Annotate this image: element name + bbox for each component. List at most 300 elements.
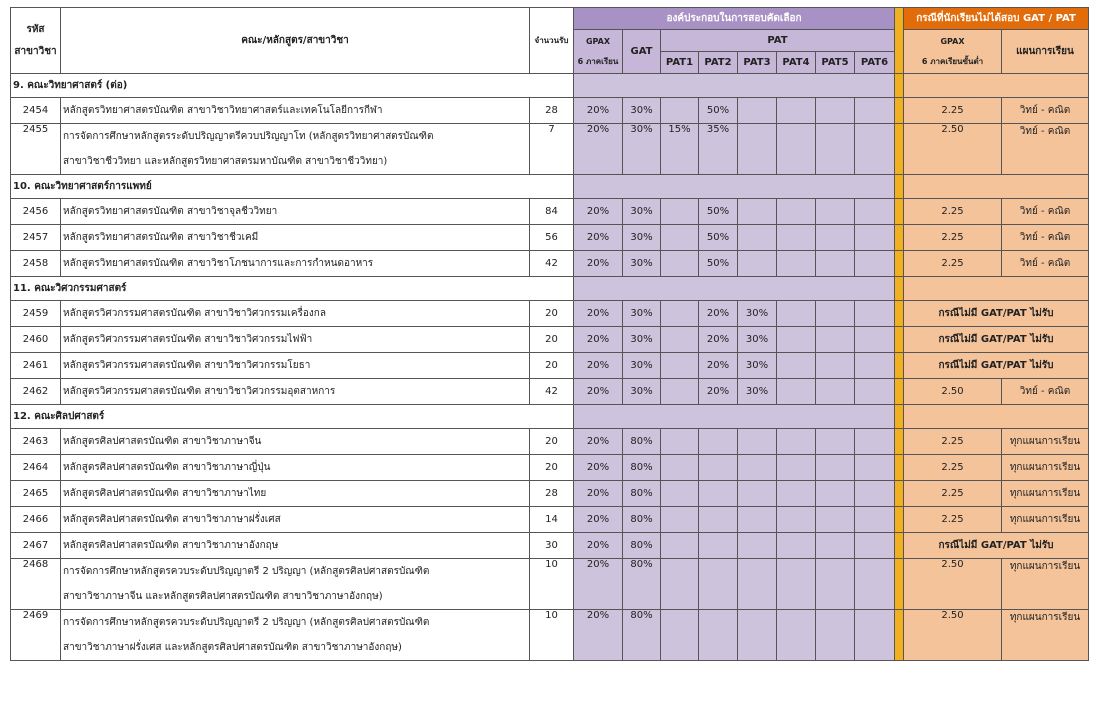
program-name-line: การจัดการศึกษาหลักสูตรระดับปริญญาตรีควบปริญญาโท (หลักสูตรวิทยาศาสตรบัณฑิต	[63, 131, 434, 142]
pat6-weight	[855, 251, 895, 277]
pat1-weight	[661, 353, 699, 379]
program-name	[61, 481, 530, 507]
gat-weight: 80%	[623, 481, 661, 507]
pat4-weight	[777, 379, 816, 405]
study-plan-value: วิทย์ - คณิต	[1002, 251, 1089, 277]
separator-bar	[895, 353, 904, 379]
separator-bar	[895, 610, 904, 661]
separator-bar	[895, 175, 904, 199]
program-name	[61, 507, 530, 533]
program-name	[61, 353, 530, 379]
program-code: 2455	[11, 124, 61, 175]
program-name	[61, 225, 530, 251]
separator-bar	[895, 225, 904, 251]
pat4-header: PAT4	[777, 52, 816, 74]
pat3-weight	[738, 251, 777, 277]
gat-weight: 30%	[623, 301, 661, 327]
gat-weight: 30%	[623, 124, 661, 175]
pat6-weight	[855, 455, 895, 481]
program-code: 2469	[11, 610, 61, 661]
gat-weight: 30%	[623, 98, 661, 124]
program-name	[61, 124, 530, 175]
pat1-weight	[661, 481, 699, 507]
table-row	[11, 98, 1089, 124]
table-row	[11, 610, 1089, 661]
pat1-weight	[661, 610, 699, 661]
pat5-weight	[816, 301, 855, 327]
pat6-weight	[855, 124, 895, 175]
quota-value: 42	[530, 251, 574, 277]
faculty-name: 12. คณะศิลปศาสตร์	[11, 405, 574, 429]
gat-weight: 80%	[623, 455, 661, 481]
program-name	[61, 301, 530, 327]
study-plan-value: ทุกแผนการเรียน	[1002, 455, 1089, 481]
separator-bar	[895, 251, 904, 277]
program-name-line: สาขาวิชาภาษาฝรั่งเศส และหลักสูตรศิลปศาสตรบัณฑิต สาขาวิชาภาษาอังกฤษ)	[63, 642, 402, 653]
quota-value: 20	[530, 301, 574, 327]
pat1-weight	[661, 507, 699, 533]
quota-value: 56	[530, 225, 574, 251]
study-plan-value: ทุกแผนการเรียน	[1002, 610, 1089, 661]
pat5-weight	[816, 455, 855, 481]
gpax-header-sub: 6 ภาคเรียน	[577, 56, 619, 66]
pat4-weight	[777, 301, 816, 327]
pat4-weight	[777, 199, 816, 225]
pat5-header: PAT5	[816, 52, 855, 74]
pat2-weight	[699, 481, 738, 507]
gpax-header-label: GPAX	[585, 36, 611, 46]
pat3-weight	[738, 533, 777, 559]
program-name	[61, 455, 530, 481]
study-plan-value: วิทย์ - คณิต	[1002, 124, 1089, 175]
faculty-row-no-gat-fill	[904, 277, 1089, 301]
pat5-weight	[816, 199, 855, 225]
gat-weight: 80%	[623, 533, 661, 559]
gpax-weight: 20%	[574, 533, 623, 559]
pat1-weight	[661, 379, 699, 405]
program-code: 2467	[11, 533, 61, 559]
pat3-weight: 30%	[738, 327, 777, 353]
program-name-line: หลักสูตรวิทยาศาสตรบัณฑิต สาขาวิชาจุลชีววิทยา	[63, 206, 278, 217]
quota-value: 42	[530, 379, 574, 405]
quota-value: 14	[530, 507, 574, 533]
min-gpax-value: 2.25	[904, 199, 1002, 225]
no-gat-pat-rejection-note: กรณีไม่มี GAT/PAT ไม่รับ	[904, 353, 1089, 379]
quota-header: จำนวนรับ	[530, 8, 574, 74]
program-name-line: หลักสูตรวิทยาศาสตรบัณฑิต สาขาวิชาโภชนาการและการกำหนดอาหาร	[63, 258, 374, 269]
faculty-row-components-fill	[574, 405, 895, 429]
pat4-weight	[777, 559, 816, 610]
pat1-header: PAT1	[661, 52, 699, 74]
pat1-weight	[661, 98, 699, 124]
gat-weight: 30%	[623, 225, 661, 251]
study-plan-value: ทุกแผนการเรียน	[1002, 507, 1089, 533]
pat3-weight: 30%	[738, 379, 777, 405]
gat-weight: 30%	[623, 353, 661, 379]
pat1-weight	[661, 455, 699, 481]
program-name	[61, 533, 530, 559]
table-row	[11, 199, 1089, 225]
pat6-weight	[855, 379, 895, 405]
table-row	[11, 327, 1089, 353]
pat2-weight	[699, 507, 738, 533]
program-code: 2454	[11, 98, 61, 124]
quota-value: 7	[530, 124, 574, 175]
faculty-row-no-gat-fill	[904, 175, 1089, 199]
faculty-row-components-fill	[574, 74, 895, 98]
pat5-weight	[816, 353, 855, 379]
faculty-row-components-fill	[574, 175, 895, 199]
min-gpax-value: 2.25	[904, 507, 1002, 533]
pat4-weight	[777, 327, 816, 353]
separator-bar	[895, 124, 904, 175]
program-code: 2457	[11, 225, 61, 251]
pat-header: PAT	[661, 30, 895, 52]
gpax-weight: 20%	[574, 379, 623, 405]
pat5-weight	[816, 507, 855, 533]
pat5-weight	[816, 429, 855, 455]
program-name-line: หลักสูตรวิทยาศาสตรบัณฑิต สาขาวิชาชีวเคมี	[63, 232, 259, 243]
separator-bar	[895, 74, 904, 98]
separator-bar-header	[895, 8, 904, 74]
program-name-line: หลักสูตรศิลปศาสตรบัณฑิต สาขาวิชาภาษาจีน	[63, 436, 262, 447]
program-name	[61, 429, 530, 455]
separator-bar	[895, 327, 904, 353]
separator-bar	[895, 98, 904, 124]
study-plan-value: วิทย์ - คณิต	[1002, 199, 1089, 225]
code-header-line1: รหัส	[26, 23, 45, 35]
pat6-weight	[855, 481, 895, 507]
table-row	[11, 429, 1089, 455]
pat2-weight: 50%	[699, 98, 738, 124]
pat5-weight	[816, 559, 855, 610]
table-row	[11, 225, 1089, 251]
separator-bar	[895, 379, 904, 405]
program-code: 2459	[11, 301, 61, 327]
gat-weight: 80%	[623, 559, 661, 610]
pat1-weight	[661, 199, 699, 225]
pat6-weight	[855, 327, 895, 353]
program-name	[61, 559, 530, 610]
program-name-line: หลักสูตรวิทยาศาสตรบัณฑิต สาขาวิชาวิทยาศาสตร์และเทคโนโลยีการกีฬา	[63, 105, 383, 116]
quota-value: 20	[530, 455, 574, 481]
pat3-weight	[738, 481, 777, 507]
pat6-weight	[855, 199, 895, 225]
pat6-weight	[855, 429, 895, 455]
pat2-weight: 50%	[699, 199, 738, 225]
table-row	[11, 455, 1089, 481]
pat2-header: PAT2	[699, 52, 738, 74]
program-code: 2460	[11, 327, 61, 353]
gpax-weight: 20%	[574, 199, 623, 225]
pat2-weight	[699, 533, 738, 559]
pat3-weight	[738, 199, 777, 225]
pat3-weight	[738, 559, 777, 610]
pat2-weight	[699, 429, 738, 455]
program-code: 2465	[11, 481, 61, 507]
faculty-row-no-gat-fill	[904, 74, 1089, 98]
program-name-line: การจัดการศึกษาหลักสูตรควบระดับปริญญาตรี 2 ปริญญา (หลักสูตรศิลปศาสตรบัณฑิต	[63, 566, 430, 577]
gpax-weight: 20%	[574, 429, 623, 455]
table-row	[11, 507, 1089, 533]
separator-bar	[895, 199, 904, 225]
study-plan-value: ทุกแผนการเรียน	[1002, 559, 1089, 610]
admission-table-wrapper	[10, 7, 1089, 661]
table-header	[11, 8, 1089, 74]
study-plan-value: วิทย์ - คณิต	[1002, 379, 1089, 405]
gpax-weight: 20%	[574, 251, 623, 277]
program-code: 2461	[11, 353, 61, 379]
table-row	[11, 533, 1089, 559]
faculty-row	[11, 175, 1089, 199]
program-name-line: การจัดการศึกษาหลักสูตรควบระดับปริญญาตรี 2 ปริญญา (หลักสูตรศิลปศาสตรบัณฑิต	[63, 617, 430, 628]
program-name-line: หลักสูตรวิศวกรรมศาสตรบัณฑิต สาขาวิชาวิศวกรรมเครื่องกล	[63, 308, 326, 319]
pat2-weight: 35%	[699, 124, 738, 175]
pat3-weight	[738, 507, 777, 533]
quota-value: 20	[530, 429, 574, 455]
quota-value: 28	[530, 481, 574, 507]
quota-value: 20	[530, 327, 574, 353]
pat3-weight	[738, 610, 777, 661]
program-code: 2462	[11, 379, 61, 405]
faculty-row	[11, 405, 1089, 429]
gat-weight: 80%	[623, 429, 661, 455]
separator-bar	[895, 507, 904, 533]
pat6-header: PAT6	[855, 52, 895, 74]
program-name-line: หลักสูตรศิลปศาสตรบัณฑิต สาขาวิชาภาษาฝรั่งเศส	[63, 514, 281, 525]
code-header	[11, 8, 61, 74]
quota-value: 84	[530, 199, 574, 225]
gat-weight: 30%	[623, 251, 661, 277]
faculty-row	[11, 74, 1089, 98]
program-code: 2458	[11, 251, 61, 277]
separator-bar	[895, 277, 904, 301]
min-gpax-value: 2.25	[904, 251, 1002, 277]
pat6-weight	[855, 610, 895, 661]
pat3-weight: 30%	[738, 353, 777, 379]
code-header-line2: สาขาวิชา	[14, 45, 57, 57]
program-name-line: หลักสูตรวิศวกรรมศาสตรบัณฑิต สาขาวิชาวิศวกรรมอุตสาหการ	[63, 386, 336, 397]
pat3-weight	[738, 225, 777, 251]
faculty-name: 10. คณะวิทยาศาสตร์การแพทย์	[11, 175, 574, 199]
program-code: 2466	[11, 507, 61, 533]
pat4-weight	[777, 507, 816, 533]
study-plan-value: ทุกแผนการเรียน	[1002, 429, 1089, 455]
separator-bar	[895, 533, 904, 559]
program-code: 2456	[11, 199, 61, 225]
separator-bar	[895, 481, 904, 507]
program-header: คณะ/หลักสูตร/สาขาวิชา	[61, 8, 530, 74]
faculty-row-components-fill	[574, 277, 895, 301]
program-code: 2463	[11, 429, 61, 455]
separator-bar	[895, 429, 904, 455]
separator-bar	[895, 301, 904, 327]
plan-header: แผนการเรียน	[1002, 30, 1089, 74]
pat4-weight	[777, 353, 816, 379]
pat2-weight	[699, 610, 738, 661]
pat4-weight	[777, 251, 816, 277]
table-row	[11, 251, 1089, 277]
pat2-weight: 20%	[699, 301, 738, 327]
table-row	[11, 353, 1089, 379]
pat4-weight	[777, 481, 816, 507]
pat4-weight	[777, 455, 816, 481]
program-name	[61, 610, 530, 661]
quota-value: 10	[530, 559, 574, 610]
pat2-weight: 50%	[699, 251, 738, 277]
pat3-weight	[738, 429, 777, 455]
faculty-row	[11, 277, 1089, 301]
gpax-weight: 20%	[574, 353, 623, 379]
program-name	[61, 327, 530, 353]
pat1-weight: 15%	[661, 124, 699, 175]
pat5-weight	[816, 124, 855, 175]
table-row	[11, 124, 1089, 175]
pat2-weight: 20%	[699, 379, 738, 405]
study-plan-value: ทุกแผนการเรียน	[1002, 481, 1089, 507]
pat1-weight	[661, 327, 699, 353]
gpax-weight: 20%	[574, 225, 623, 251]
pat2-weight: 20%	[699, 327, 738, 353]
pat6-weight	[855, 353, 895, 379]
gpax-weight: 20%	[574, 98, 623, 124]
min-gpax-value: 2.25	[904, 98, 1002, 124]
components-header: องค์ประกอบในการสอบคัดเลือก	[574, 8, 895, 30]
pat5-weight	[816, 610, 855, 661]
quota-value: 28	[530, 98, 574, 124]
min-gpax-header	[904, 30, 1002, 74]
program-name-line: สาขาวิชาชีววิทยา และหลักสูตรวิทยาศาสตรมหาบัณฑิต สาขาวิชาชีววิทยา)	[63, 156, 388, 167]
study-plan-value: วิทย์ - คณิต	[1002, 225, 1089, 251]
pat5-weight	[816, 481, 855, 507]
program-name-line: หลักสูตรศิลปศาสตรบัณฑิต สาขาวิชาภาษาอังกฤษ	[63, 540, 279, 551]
gpax-weight: 20%	[574, 610, 623, 661]
program-name	[61, 379, 530, 405]
table-row	[11, 559, 1089, 610]
quota-value: 20	[530, 353, 574, 379]
min-gpax-value: 2.50	[904, 124, 1002, 175]
pat6-weight	[855, 225, 895, 251]
pat3-weight	[738, 98, 777, 124]
table-body	[11, 74, 1089, 661]
min-gpax-value: 2.50	[904, 379, 1002, 405]
program-name-line: หลักสูตรวิศวกรรมศาสตรบัณฑิต สาขาวิชาวิศวกรรมโยธา	[63, 360, 311, 371]
table-row	[11, 481, 1089, 507]
pat3-weight	[738, 124, 777, 175]
pat4-weight	[777, 124, 816, 175]
pat1-weight	[661, 533, 699, 559]
pat1-weight	[661, 429, 699, 455]
gpax-weight: 20%	[574, 507, 623, 533]
study-plan-value: วิทย์ - คณิต	[1002, 98, 1089, 124]
pat2-weight	[699, 455, 738, 481]
program-name-line: หลักสูตรศิลปศาสตรบัณฑิต สาขาวิชาภาษาญี่ปุ่น	[63, 462, 271, 473]
no-gat-pat-rejection-note: กรณีไม่มี GAT/PAT ไม่รับ	[904, 301, 1089, 327]
min-gpax-value: 2.50	[904, 559, 1002, 610]
pat2-weight: 50%	[699, 225, 738, 251]
separator-bar	[895, 559, 904, 610]
pat5-weight	[816, 98, 855, 124]
program-code: 2464	[11, 455, 61, 481]
min-gpax-header-sub: 6 ภาคเรียนขั้นต่ำ	[921, 56, 984, 66]
pat6-weight	[855, 507, 895, 533]
min-gpax-value: 2.50	[904, 610, 1002, 661]
pat1-weight	[661, 559, 699, 610]
separator-bar	[895, 405, 904, 429]
pat1-weight	[661, 251, 699, 277]
pat5-weight	[816, 327, 855, 353]
faculty-name: 9. คณะวิทยาศาสตร์ (ต่อ)	[11, 74, 574, 98]
pat2-weight	[699, 559, 738, 610]
gpax-weight: 20%	[574, 327, 623, 353]
pat5-weight	[816, 379, 855, 405]
min-gpax-value: 2.25	[904, 481, 1002, 507]
gpax-weight: 20%	[574, 455, 623, 481]
program-name	[61, 251, 530, 277]
pat1-weight	[661, 225, 699, 251]
pat4-weight	[777, 429, 816, 455]
gat-header: GAT	[623, 30, 661, 74]
pat3-header: PAT3	[738, 52, 777, 74]
admission-criteria-table	[10, 7, 1089, 661]
pat6-weight	[855, 301, 895, 327]
gpax-header	[574, 30, 623, 74]
no-gat-pat-rejection-note: กรณีไม่มี GAT/PAT ไม่รับ	[904, 327, 1089, 353]
quota-value: 30	[530, 533, 574, 559]
table-row	[11, 301, 1089, 327]
program-code: 2468	[11, 559, 61, 610]
gat-weight: 30%	[623, 199, 661, 225]
program-name-line: สาขาวิชาภาษาจีน และหลักสูตรศิลปศาสตรบัณฑิต สาขาวิชาภาษาอังกฤษ)	[63, 591, 383, 602]
gat-weight: 80%	[623, 610, 661, 661]
pat4-weight	[777, 98, 816, 124]
min-gpax-value: 2.25	[904, 225, 1002, 251]
pat4-weight	[777, 225, 816, 251]
faculty-row-no-gat-fill	[904, 405, 1089, 429]
program-name	[61, 199, 530, 225]
pat6-weight	[855, 533, 895, 559]
separator-bar	[895, 455, 904, 481]
pat5-weight	[816, 533, 855, 559]
pat6-weight	[855, 98, 895, 124]
faculty-name: 11. คณะวิศวกรรมศาสตร์	[11, 277, 574, 301]
gpax-weight: 20%	[574, 481, 623, 507]
pat2-weight: 20%	[699, 353, 738, 379]
pat5-weight	[816, 225, 855, 251]
table-row	[11, 379, 1089, 405]
no-gat-pat-rejection-note: กรณีไม่มี GAT/PAT ไม่รับ	[904, 533, 1089, 559]
quota-value: 10	[530, 610, 574, 661]
min-gpax-value: 2.25	[904, 429, 1002, 455]
no-gat-pat-header: กรณีที่นักเรียนไม่ได้สอบ GAT / PAT	[904, 8, 1089, 30]
pat3-weight	[738, 455, 777, 481]
pat1-weight	[661, 301, 699, 327]
gpax-weight: 20%	[574, 559, 623, 610]
pat4-weight	[777, 610, 816, 661]
min-gpax-header-label: GPAX	[940, 36, 965, 46]
gat-weight: 30%	[623, 327, 661, 353]
program-name	[61, 98, 530, 124]
gat-weight: 80%	[623, 507, 661, 533]
program-name-line: หลักสูตรวิศวกรรมศาสตรบัณฑิต สาขาวิชาวิศวกรรมไฟฟ้า	[63, 334, 313, 345]
gat-weight: 30%	[623, 379, 661, 405]
program-name-line: หลักสูตรศิลปศาสตรบัณฑิต สาขาวิชาภาษาไทย	[63, 488, 267, 499]
gpax-weight: 20%	[574, 301, 623, 327]
pat3-weight: 30%	[738, 301, 777, 327]
pat4-weight	[777, 533, 816, 559]
min-gpax-value: 2.25	[904, 455, 1002, 481]
gpax-weight: 20%	[574, 124, 623, 175]
